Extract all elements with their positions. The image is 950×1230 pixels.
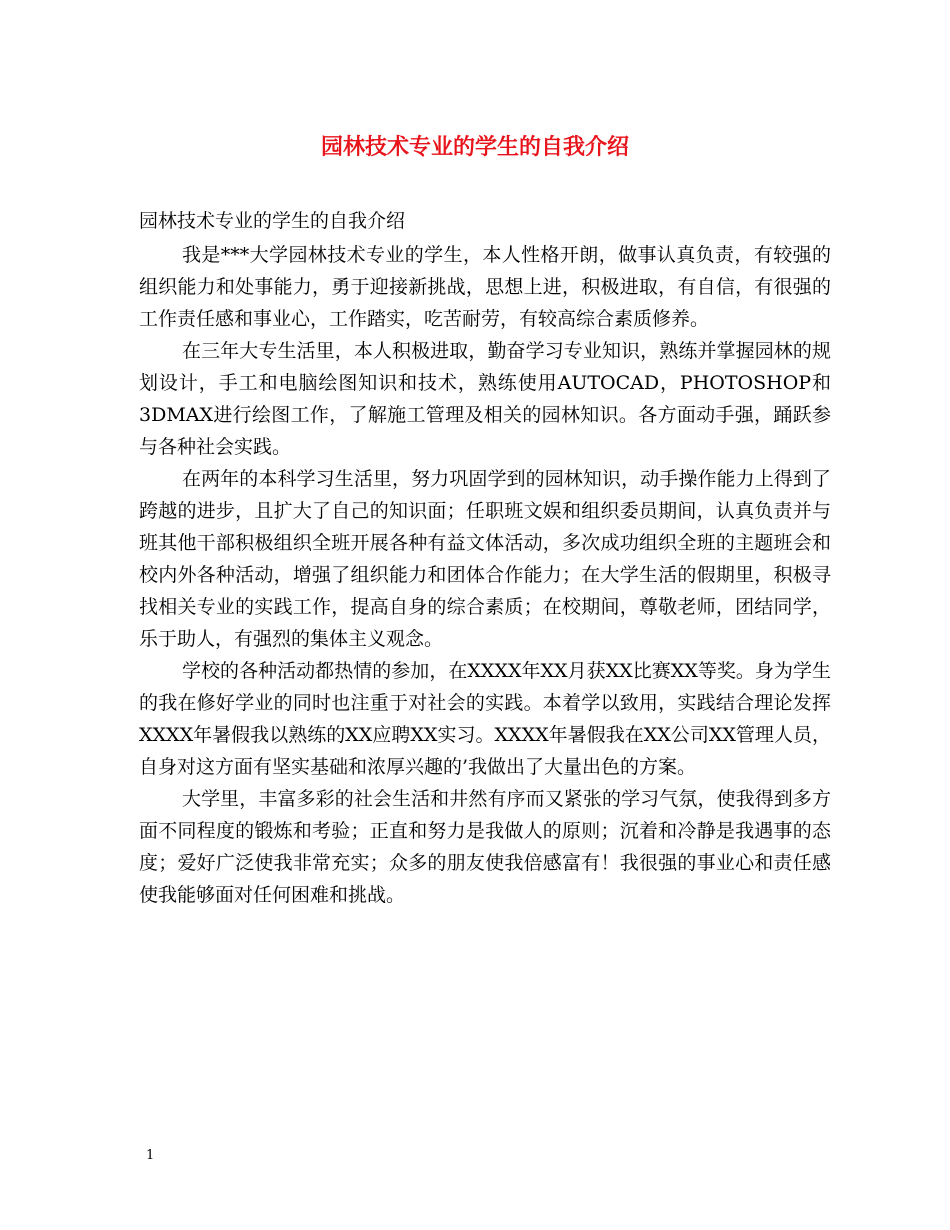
paragraph-3: 在两年的本科学习生活里，努力巩固学到的园林知识，动手操作能力上得到了跨越的进步，且扩大了自己的知识面；任职班文娱和组织委员期间，认真负责并与班其他干部积极组织全班开展各种有益文体活动，多次成功组织全班的主题班会和校内外各种活动，增强了组织能力和团体合作能力；在大学生活的假期里，积极寻找相关专业的实践工作，提高自身的综合素质；在校期间，尊敬老师，团结同学，乐于助人，有强烈的集体主义观念。 [139, 468, 831, 650]
document-body [139, 205, 831, 911]
paragraph-4: 学校的各种活动都热情的参加，在XXXX年XX月获XX比赛XX等奖。身为学生的我在修好学业的同时也注重于对社会的实践。本着学以致用，实践结合理论发挥XXXX年暑假我以熟练的XX应聘XX实习。XXXX年暑假我在XX公司XX管理人员，自身对这方面有坚实基础和浓厚兴趣的’我做出了大量出色的方案。 [139, 660, 831, 778]
page-number: 1 [146, 1148, 155, 1163]
paragraph-5: 大学里，丰富多彩的社会生活和井然有序而又紧张的学习气氛，使我得到多方面不同程度的锻炼和考验；正直和努力是我做人的原则；沉着和冷静是我遇事的态度；爱好广泛使我非常充实；众多的朋友使我倍感富有！我很强的事业心和责任感使我能够面对任何困难和挑战。 [139, 788, 831, 906]
paragraph-1: 我是***大学园林技术专业的学生，本人性格开朗，做事认真负责，有较强的组织能力和处事能力，勇于迎接新挑战，思想上进，积极进取，有自信，有很强的工作责任感和事业心，工作踏实，吃苦耐劳，有较高综合素质修养。 [139, 244, 831, 330]
paragraph-2: 在三年大专生活里，本人积极进取，勤奋学习专业知识，熟练并掌握园林的规划设计，手工和电脑绘图知识和技术，熟练使用AUTOCAD，PHOTOSHOP和3DMAX进行绘图工作，了解施工管理及相关的园林知识。各方面动手强，踊跃参与各种社会实践。 [139, 340, 831, 458]
document-title: 园林技术专业的学生的自我介绍 [320, 134, 629, 160]
document-subtitle: 园林技术专业的学生的自我介绍 [139, 210, 406, 232]
